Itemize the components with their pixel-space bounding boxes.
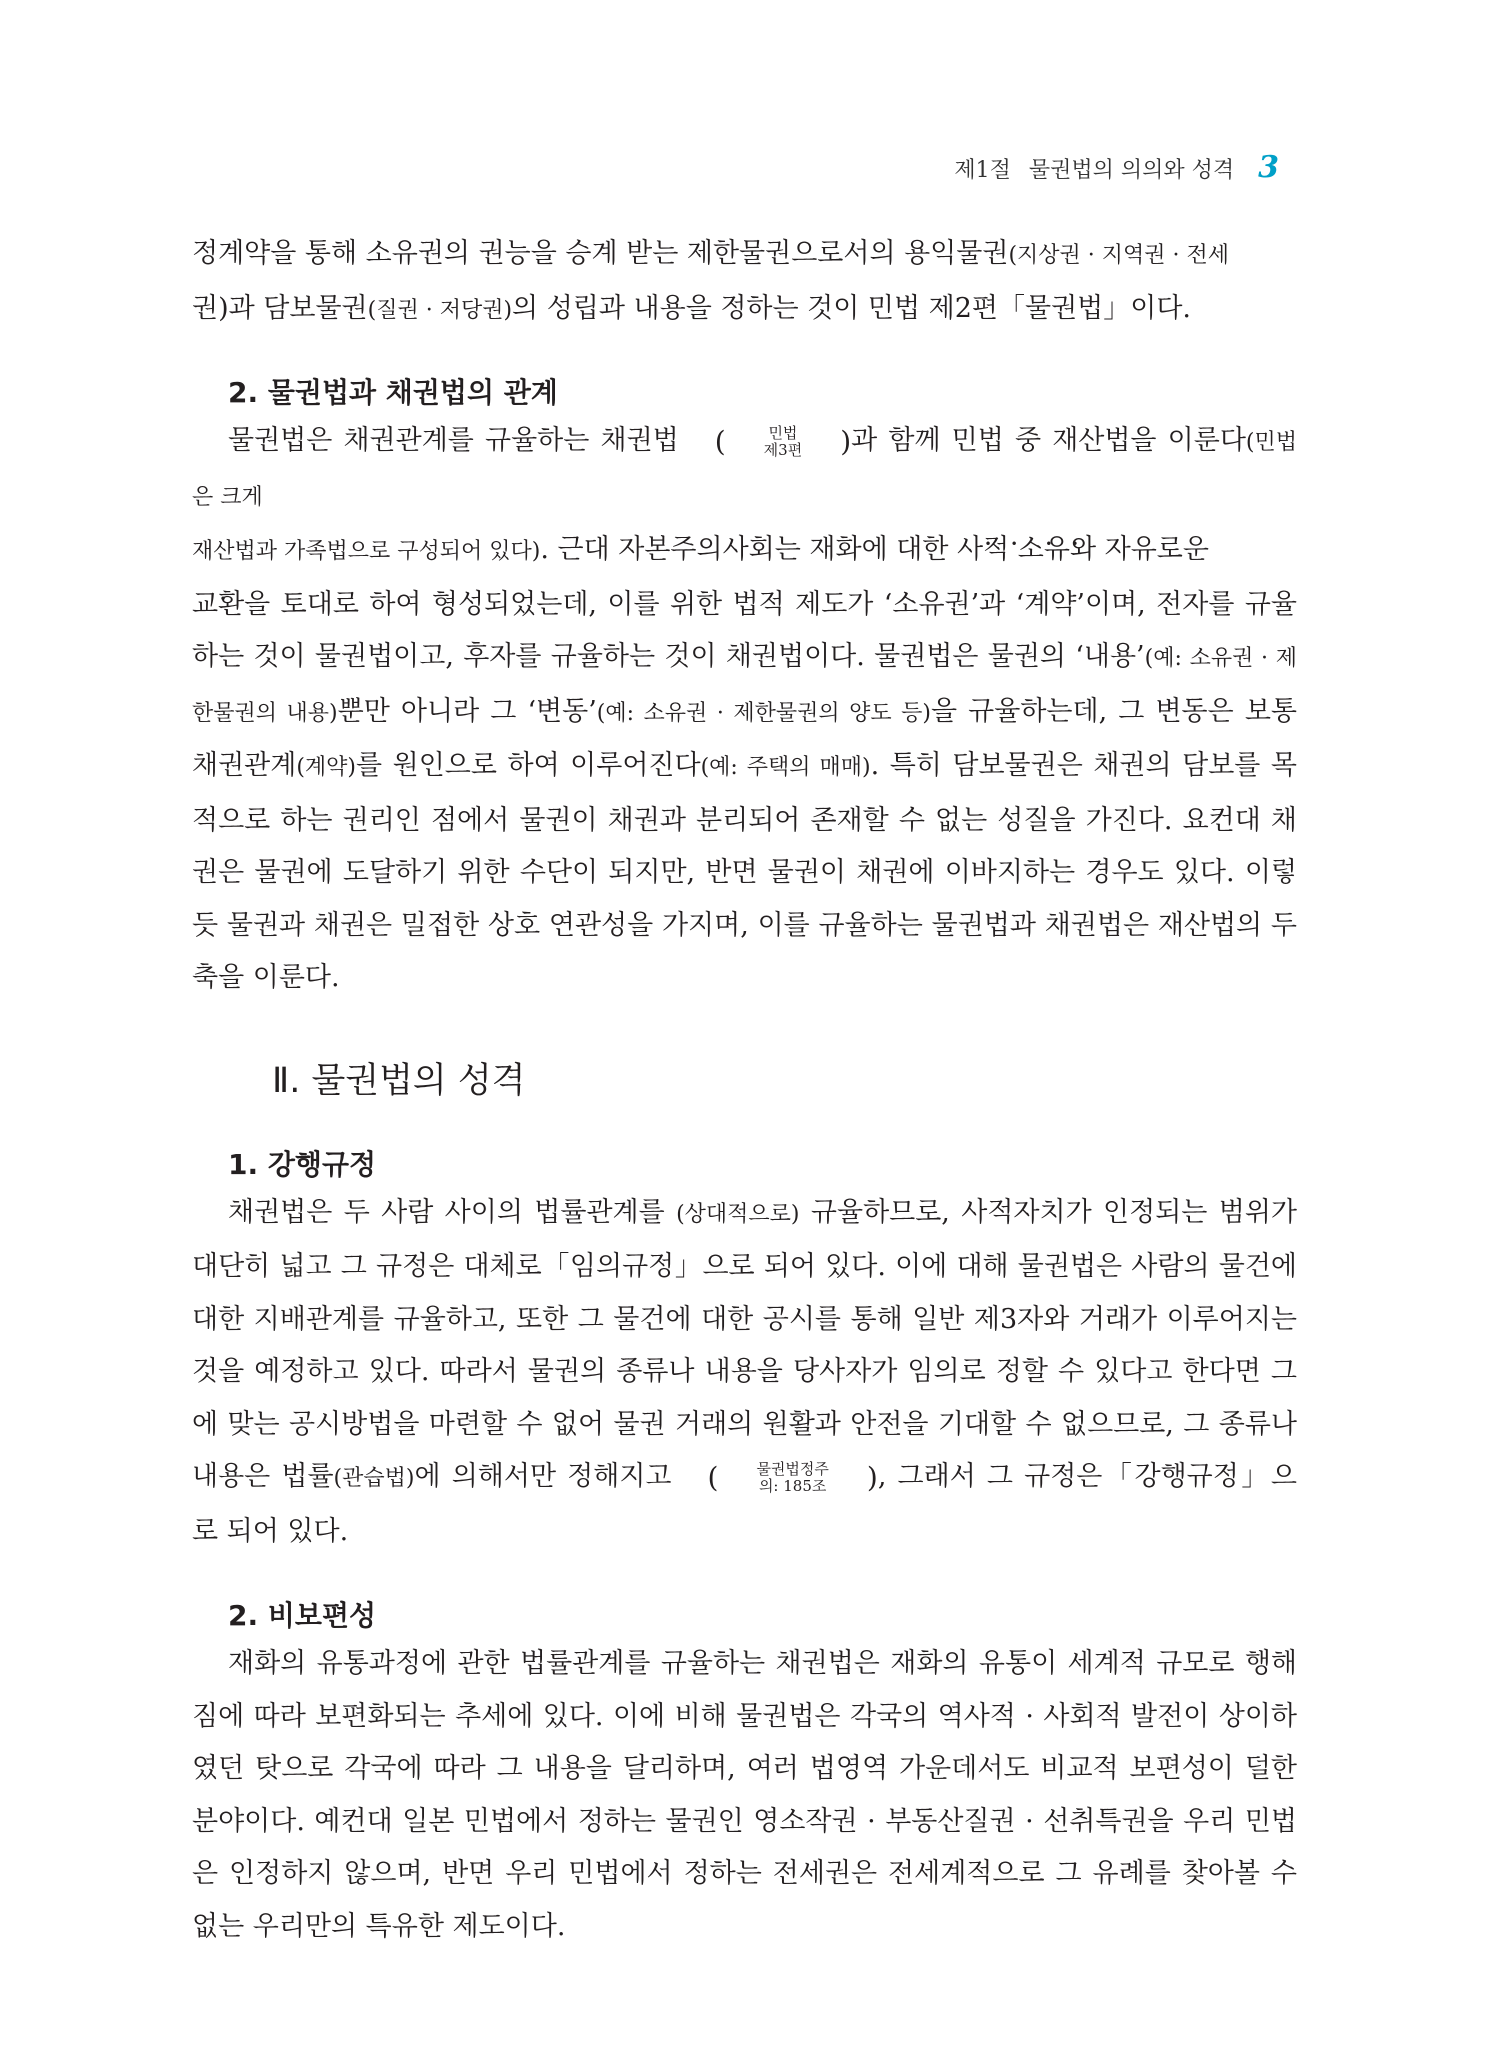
- running-head: [954, 150, 1279, 185]
- section-heading-nonuniversality: 2. 비보편성: [228, 1599, 377, 1632]
- chapter-title: 물권법의 의의와 성격: [1028, 158, 1235, 183]
- section-heading-relation: 2. 물권법과 채권법의 관계: [228, 376, 558, 409]
- chapter-heading-nature: Ⅱ. 물권법의 성격: [272, 1060, 526, 1101]
- section-number: 제1절: [954, 158, 1011, 183]
- numerus-clausus-note: ( 물권법정주 의: 185조 ): [707, 1460, 878, 1496]
- statute-note: ( 민법 제3편 ): [714, 424, 852, 460]
- relation-paragraph: 물권법은 채권관계를 규율하는 채권법 ( 민법 제3편 )과 함께 민법 중 재산법을 이룬다(민법은 크게 재산법과 가족법으로 구성되어 있다). 근대 자본주의사회는 재화에 대한 • 사• 적 • 소• 유와 자유로운 • 교환을 토대로 하여 형성되었는데, 이를 위한 법적 제도가 ‘소유권’과 ‘계약’이며, 전자를 규율하는 것이 물권법이고, 후자를 규율하는 것이 채권법이다. 물권법은 물권의 ‘내용’(예: 소유권 · 제한물권의 내용)뿐만 아니라 그 ‘변동’(예: 소유권 · 제한물권의 양도 등)을 규율하는데, 그 변동은 보통 채권관계(계약)를 원인으로 하여 이루어진다(예: 주택의 매매). 특히 담보물권은 채권의 담보를 목적으로 하는 권리인 점에서 물권이 채권과 분리되어 존재할 수 없는 성질을 가진다. 요컨대 채권은 물권에 도달하기 위한 수단이 되지만, 반면 물권이 채권에 이바지하는 경우도 있다. 이렇듯 물권과 채권은 밀접한 상호 연관성을 가지며, 이를 규율하는 물권법과 채권법은 재산법의 두 축을 이룬다.: [192, 415, 1297, 1005]
- intro-paragraph: 정계약을 통해 소유권의 권능을 승계 받는 제한물권으로서의 용익물권(지상권 · 지역권 · 전세 권)과 담보물권(질권 · 저당권)의 성립과 내용을 정하는 것이 민법 제2편「물권법」이다.: [192, 238, 1230, 324]
- mandatory-paragraph: 채권법은 두 사람 사이의 법률관계를 (상대적으로) 규율하므로, 사적자치가 인정되는 범위가 대단히 넓고 그 규정은 대체로「임의규정」으로 되어 있다. 이에 대해 물권법은 사람의 물건에 대한 지배관계를 규율하고, 또한 그 물건에 대한 공시를 통해 일반 제3자와 거래가 이루어지는 것을 예정하고 있다. 따라서 물권의 종류나 내용을 당사자가 임의로 정할 수 있다고 한다면 그에 맞는 공시방법을 마련할 수 없어 물권 거래의 원활과 안전을 기대할 수 없으므로, 그 종류나 내용은 법률(관습법)에 의해서만 정해지고 ( 물권법정주 의: 185조 ), 그래서 그 규정은「강행규정」으로 되어 있다.: [192, 1196, 1298, 1547]
- page-number: 3: [1258, 150, 1279, 185]
- section-heading-mandatory: 1. 강행규정: [228, 1147, 377, 1181]
- nonuniversality-paragraph: 재화의 유통과정에 관한 법률관계를 규율하는 채권법은 재화의 유통이 세계적 규모로 행해짐에 따라 보편화되는 추세에 있다. 이에 비해 물권법은 각국의 역사적 · 사회적 발전이 상이하였던 탓으로 각국에 따라 그 내용을 달리하며, 여러 법영역 가운데서도 비교적 보편성이 덜한 분야이다. 예컨대 일본 민법에서 정하는 물권인 영소작권 · 부동산질권 · 선취특권을 우리 민법은 인정하지 않으며, 반면 우리 민법에서 정하는 전세권은 전세계적으로 그 유례를 찾아볼 수 없는 우리만의 특유한 제도이다.: [192, 1648, 1297, 1942]
- page-body: [192, 228, 1297, 1953]
